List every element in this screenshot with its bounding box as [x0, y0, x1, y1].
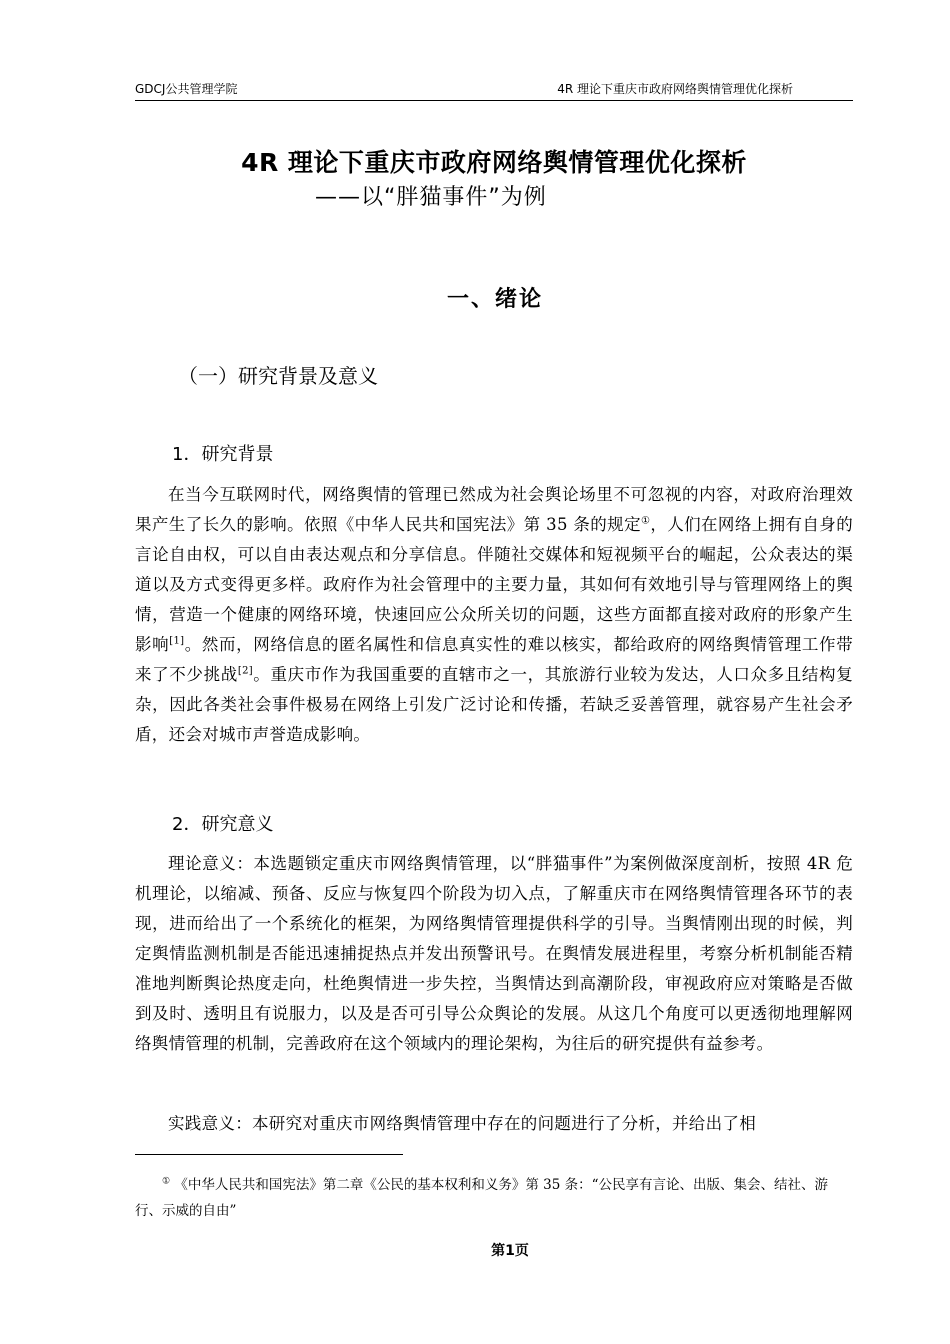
- footnote-text: 《中华人民共和国宪法》第二章《公民的基本权利和义务》第 35 条：“公民享有言论、出版、集会、结社、游行、示威的自由”: [135, 1177, 829, 1219]
- subsection-heading-background-significance: （一）研究背景及意义: [178, 364, 378, 388]
- header-institution: GDCJ公共管理学院: [135, 82, 238, 96]
- footnote-mark: ①: [162, 1176, 171, 1187]
- background-text-b: ，人们在网络上拥有自身的言论自由权，可以自由表达观点和分享信息。伴随社交媒体和短视频平台的崛起，公众表达的渠道以及方式变得更多样。政府作为社会管理中的主要力量，其如何有效地引导与管理网络上的舆情，营造一个健康的网络环境，快速回应公众所关切的问题，这些方面都直接对政府的形象产生影响: [135, 515, 853, 654]
- header-paper-title: 4R 理论下重庆市政府网络舆情管理优化探析: [557, 82, 793, 96]
- footnote-ref-1: ①: [640, 515, 651, 527]
- paper-subtitle: ——以“胖猫事件”为例: [315, 185, 547, 210]
- paragraph-research-background: [135, 480, 853, 750]
- background-text-a: 在当今互联网时代，网络舆情的管理已然成为社会舆论场里不可忽视的内容，对政府治理效果产生了长久的影响。依照《中华人民共和国宪法》第 35 条的规定: [135, 485, 853, 534]
- footnote-separator: [135, 1154, 403, 1155]
- heading-research-significance: 2．研究意义: [172, 814, 274, 835]
- background-text-d: 。重庆市作为我国重要的直辖市之一，其旅游行业较为发达，人口众多且结构复杂，因此各类社会事件极易在网络上引发广泛讨论和传播，若缺乏妥善管理，就容易产生社会矛盾，还会对城市声誉造成影响。: [135, 665, 853, 744]
- paragraph-theoretical-significance: 理论意义：本选题锁定重庆市网络舆情管理，以“胖猫事件”为案例做深度剖析，按照 4R 危机理论，以缩减、预备、反应与恢复四个阶段为切入点，了解重庆市在网络舆情管理各环节的表现，进而给出了一个系统化的框架，为网络舆情管理提供科学的引导。当舆情刚出现的时候，判定舆情监测机制是否能迅速捕捉热点并发出预警讯号。在舆情发展进程里，考察分析机制能否精准地判断舆论热度走向，杜绝舆情进一步失控，当舆情达到高潮阶段，审视政府应对策略是否做到及时、透明且有说服力，以及是否可引导公众舆论的发展。从这几个角度可以更透彻地理解网络舆情管理的机制，完善政府在这个领域内的理论架构，为往后的研究提供有益参考。: [135, 854, 853, 1053]
- paper-title: 4R 理论下重庆市政府网络舆情管理优化探析: [241, 148, 747, 177]
- heading-research-background: 1．研究背景: [172, 444, 274, 465]
- running-header: [135, 76, 853, 101]
- page-number: 第1页: [491, 1243, 529, 1259]
- section-heading-introduction: 一、绪论: [446, 287, 543, 312]
- citation-ref-2: [2]: [237, 665, 253, 677]
- footnote: [135, 1172, 853, 1224]
- background-text-c: 。然而，网络信息的匿名属性和信息真实性的难以核实，都给政府的网络舆情管理工作带来了不少挑战: [135, 635, 853, 684]
- citation-ref-1: [1]: [169, 635, 185, 647]
- paragraph-practical-significance: 实践意义：本研究对重庆市网络舆情管理中存在的问题进行了分析，并给出了相: [168, 1114, 756, 1133]
